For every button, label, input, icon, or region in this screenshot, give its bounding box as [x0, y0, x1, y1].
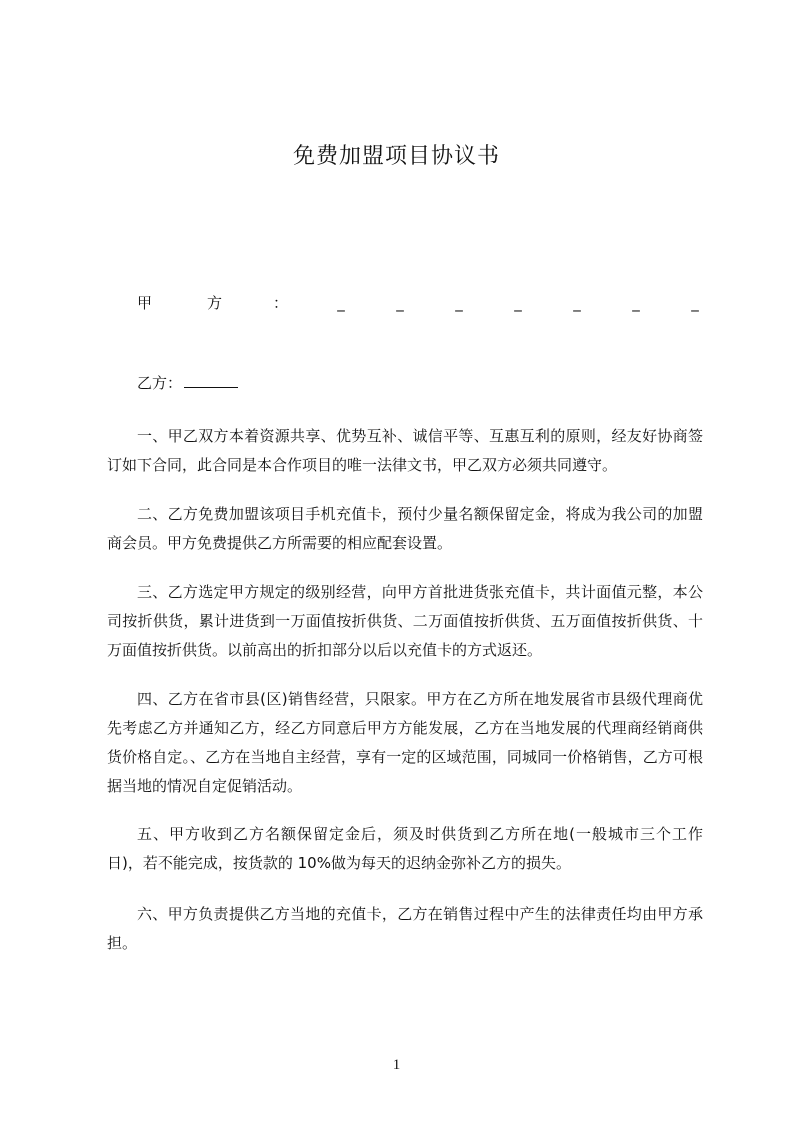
party-b-label: 乙方： [137, 374, 183, 392]
party-a-blank: _ [632, 294, 640, 312]
party-a-blank: _ [573, 294, 581, 312]
party-a-blank: _ [691, 294, 699, 312]
clause-2: 二、乙方免费加盟该项目手机充值卡，预付少量名额保留定金，将成为我公司的加盟商会员。甲方免费提供乙方所需要的相应配套设置。 [107, 505, 703, 552]
party-b-line [137, 370, 238, 396]
clause-6: 六、甲方负责提供乙方当地的充值卡，乙方在销售过程中产生的法律责任均由甲方承担。 [107, 905, 703, 952]
party-a-blank: _ [396, 294, 404, 312]
party-a-label-char2: 方 [207, 294, 223, 312]
party-a-blank: _ [514, 294, 522, 312]
clause-1: 一、甲乙双方本着资源共享、优势互补、诚信平等、互惠互利的原则，经友好协商签订如下合同，此合同是本合作项目的唯一法律文书，甲乙双方必须共同遵守。 [107, 427, 703, 474]
clause-5: 五、甲方收到乙方名额保留定金后，须及时供货到乙方所在地(一般城市三个工作日)，若不能完成，按货款的 10%做为每天的迟纳金弥补乙方的损失。 [107, 825, 703, 872]
document-title: 免费加盟项目协议书 [292, 144, 500, 169]
page-number: 1 [392, 1057, 401, 1073]
party-a-blank: _ [337, 294, 345, 312]
party-a-line [137, 290, 703, 316]
party-a-colon: ： [273, 294, 289, 312]
clause-3: 三、乙方选定甲方规定的级别经营，向甲方首批进货张充值卡，共计面值元整，本公司按折供货，累计进货到一万面值按折供货、二万面值按折供货、五万面值按折供货、十万面值按折供货。以前高出的折扣部分以后以充值卡的方式返还。 [107, 583, 703, 659]
party-b-blank-underline [184, 370, 238, 388]
clause-4: 四、乙方在省市县(区)销售经营，只限家。甲方在乙方所在地发展省市县级代理商优先考虑乙方并通知乙方，经乙方同意后甲方方能发展，乙方在当地发展的代理商经销商供货价格自定。、乙方在当地自主经营，享有一定的区域范围，同城同一价格销售，乙方可根据当地的情况自定促销活动。 [107, 690, 703, 795]
party-a-label-char1: 甲 [137, 294, 153, 312]
party-a-blank: _ [455, 294, 463, 312]
